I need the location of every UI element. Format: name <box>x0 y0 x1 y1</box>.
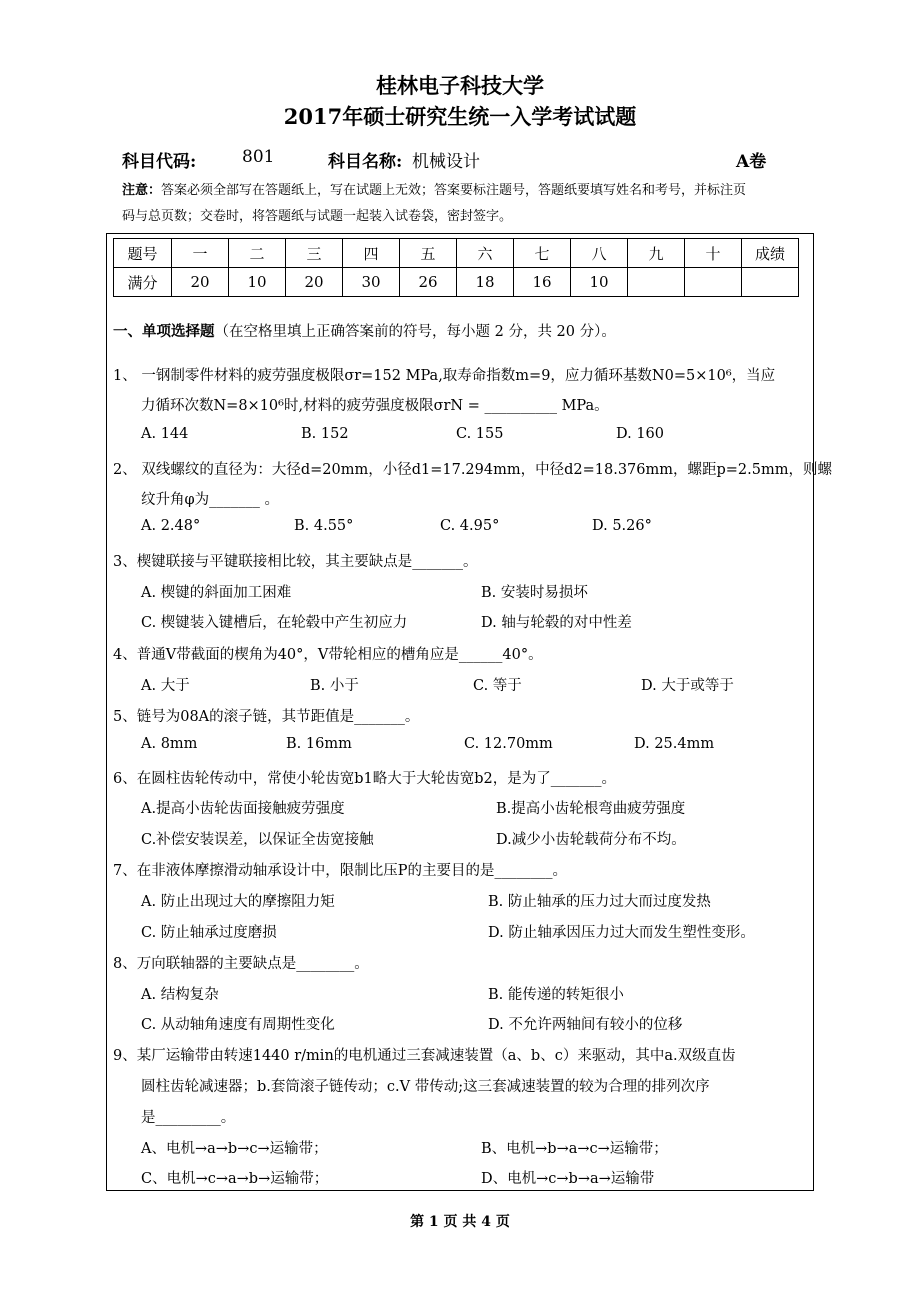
subject-name-label: 科目名称: <box>328 152 403 172</box>
notice-line-2: 码与总页数；交卷时，将答题纸与试题一起装入试卷袋，密封签字。 <box>122 209 513 224</box>
question-1-stem: 1、 一钢制零件材料的疲劳强度极限σr=152 MPa,取寿命指数m=9，应力循环基数N0=5×10⁶，当应 <box>113 368 776 384</box>
question-1-option-a: A. 144 <box>141 426 189 442</box>
score-cell: 七 <box>514 239 571 268</box>
question-9-option-b: B、电机→b→a→c→运输带； <box>481 1141 668 1157</box>
university-name: 桂林电子科技大学 <box>376 73 544 98</box>
question-7-option-a: A. 防止出现过大的摩擦阻力矩 <box>141 894 335 910</box>
notice-label: 注意： <box>122 183 162 198</box>
question-4-option-b: B. 小于 <box>310 678 359 694</box>
score-cell <box>742 268 799 297</box>
question-9-option-d: D、电机→c→b→a→运输带 <box>481 1171 655 1187</box>
score-cell: 六 <box>457 239 514 268</box>
score-cell: 20 <box>286 268 343 297</box>
question-8-option-c: C. 从动轴角速度有周期性变化 <box>141 1017 335 1033</box>
question-9-option-a: A、电机→a→b→c→运输带； <box>141 1141 328 1157</box>
question-8-option-d: D. 不允许两轴间有较小的位移 <box>488 1017 683 1033</box>
question-9-stem: 9、某厂运输带由转速1440 r/min的电机通过三套减速装置（a、b、c）来驱动，其中a.双级直齿 <box>113 1048 736 1064</box>
score-cell: 16 <box>514 268 571 297</box>
question-7-stem: 7、在非液体摩擦滑动轴承设计中，限制比压P的主要目的是________。 <box>113 863 567 879</box>
question-4-stem: 4、普通V带截面的楔角为40°，V带轮相应的槽角应是______40°。 <box>113 647 543 663</box>
question-2-option-a: A. 2.48° <box>141 518 201 534</box>
question-2-stem: 2、 双线螺纹的直径为：大径d=20mm，小径d1=17.294mm，中径d2=18.376mm，螺距p=2.5mm，则螺 <box>113 462 832 478</box>
question-4-option-a: A. 大于 <box>141 678 190 694</box>
question-2-option-b: B. 4.55° <box>294 518 354 534</box>
score-cell: 九 <box>628 239 685 268</box>
score-cell: 五 <box>400 239 457 268</box>
subject-code-label: 科目代码: <box>122 152 197 172</box>
score-cell: 30 <box>343 268 400 297</box>
score-cell: 成绩 <box>742 239 799 268</box>
score-cell: 10 <box>571 268 628 297</box>
question-1-option-c: C. 155 <box>456 426 504 442</box>
question-6-option-a: A.提高小齿轮齿面接触疲劳强度 <box>141 801 345 817</box>
section-heading-title: 一、单项选择题 <box>113 323 215 340</box>
question-1-option-b: B. 152 <box>301 426 349 442</box>
score-table-header-row <box>114 239 799 268</box>
question-8-option-b: B. 能传递的转矩很小 <box>488 987 624 1003</box>
question-2-option-d: D. 5.26° <box>592 518 652 534</box>
question-4-option-c: C. 等于 <box>473 678 522 694</box>
question-6-option-c: C.补偿安装误差，以保证全齿宽接触 <box>141 832 374 848</box>
question-3-stem: 3、楔键联接与平键联接相比较，其主要缺点是_______。 <box>113 554 478 570</box>
question-3-option-d: D. 轴与轮毂的对中性差 <box>481 615 632 631</box>
question-6-option-d: D.减少小齿轮载荷分布不均。 <box>496 832 686 848</box>
question-7-option-d: D. 防止轴承因压力过大而发生塑性变形。 <box>488 925 755 941</box>
question-5-option-b: B. 16mm <box>286 736 352 752</box>
question-8-stem: 8、万向联轴器的主要缺点是________。 <box>113 956 369 972</box>
question-2-stem-cont: 纹升角φ为_______ 。 <box>141 492 280 508</box>
question-3-option-b: B. 安装时易损坏 <box>481 585 588 601</box>
score-cell: 一 <box>172 239 229 268</box>
score-table <box>113 238 799 297</box>
question-5-stem: 5、链号为08A的滚子链，其节距值是_______。 <box>113 709 420 725</box>
question-5-option-a: A. 8mm <box>141 736 198 752</box>
question-7-option-b: B. 防止轴承的压力过大而过度发热 <box>488 894 711 910</box>
notice-line-1 <box>122 178 812 204</box>
question-6-option-b: B.提高小齿轮根弯曲疲劳强度 <box>496 801 686 817</box>
score-cell: 三 <box>286 239 343 268</box>
section-heading-note: （在空格里填上正确答案前的符号，每小题 2 分，共 20 分）。 <box>214 324 616 340</box>
question-8-option-a: A. 结构复杂 <box>141 987 219 1003</box>
question-2-option-c: C. 4.95° <box>440 518 500 534</box>
score-cell: 18 <box>457 268 514 297</box>
question-7-option-c: C. 防止轴承过度磨损 <box>141 925 277 941</box>
score-cell: 10 <box>229 268 286 297</box>
score-table-points-row <box>114 268 799 297</box>
score-cell: 八 <box>571 239 628 268</box>
question-1-option-d: D. 160 <box>616 426 665 442</box>
exam-title: 2017年硕士研究生统一入学考试试题 <box>283 104 637 129</box>
score-cell: 十 <box>685 239 742 268</box>
section-heading <box>113 320 813 341</box>
score-cell: 题号 <box>114 239 172 268</box>
score-cell <box>628 268 685 297</box>
score-cell: 四 <box>343 239 400 268</box>
question-9-option-c: C、电机→c→a→b→运输带； <box>141 1171 329 1187</box>
question-6-stem: 6、在圆柱齿轮传动中，常使小轮齿宽b1略大于大轮齿宽b2，是为了_______。 <box>113 771 616 787</box>
score-cell: 二 <box>229 239 286 268</box>
question-5-option-d: D. 25.4mm <box>634 736 715 752</box>
score-cell: 20 <box>172 268 229 297</box>
paper-version: A卷 <box>736 152 767 172</box>
notice-text-1: 答案必须全部写在答题纸上，写在试题上无效；答案要标注题号，答题纸要填写姓名和考号，并标注页 <box>161 183 747 198</box>
question-9-stem-cont-2: 是_________。 <box>141 1110 236 1126</box>
question-3-option-c: C. 楔键装入键槽后，在轮毂中产生初应力 <box>141 615 408 631</box>
score-cell <box>685 268 742 297</box>
question-4-option-d: D. 大于或等于 <box>641 678 734 694</box>
subject-name-value: 机械设计 <box>412 152 480 172</box>
question-9-stem-cont-1: 圆柱齿轮减速器；b.套筒滚子链传动；c.V 带传动;这三套减速装置的较为合理的排列次序 <box>141 1079 710 1095</box>
page-number: 第 1 页 共 4 页 <box>410 1214 510 1230</box>
question-1-stem-cont: 力循环次数N=8×10⁶时,材料的疲劳强度极限σrN = __________ MPa。 <box>141 398 609 414</box>
score-cell: 26 <box>400 268 457 297</box>
subject-code-value: 801 <box>242 147 275 167</box>
question-5-option-c: C. 12.70mm <box>464 736 553 752</box>
score-cell: 满分 <box>114 268 172 297</box>
question-3-option-a: A. 楔键的斜面加工困难 <box>141 585 292 601</box>
